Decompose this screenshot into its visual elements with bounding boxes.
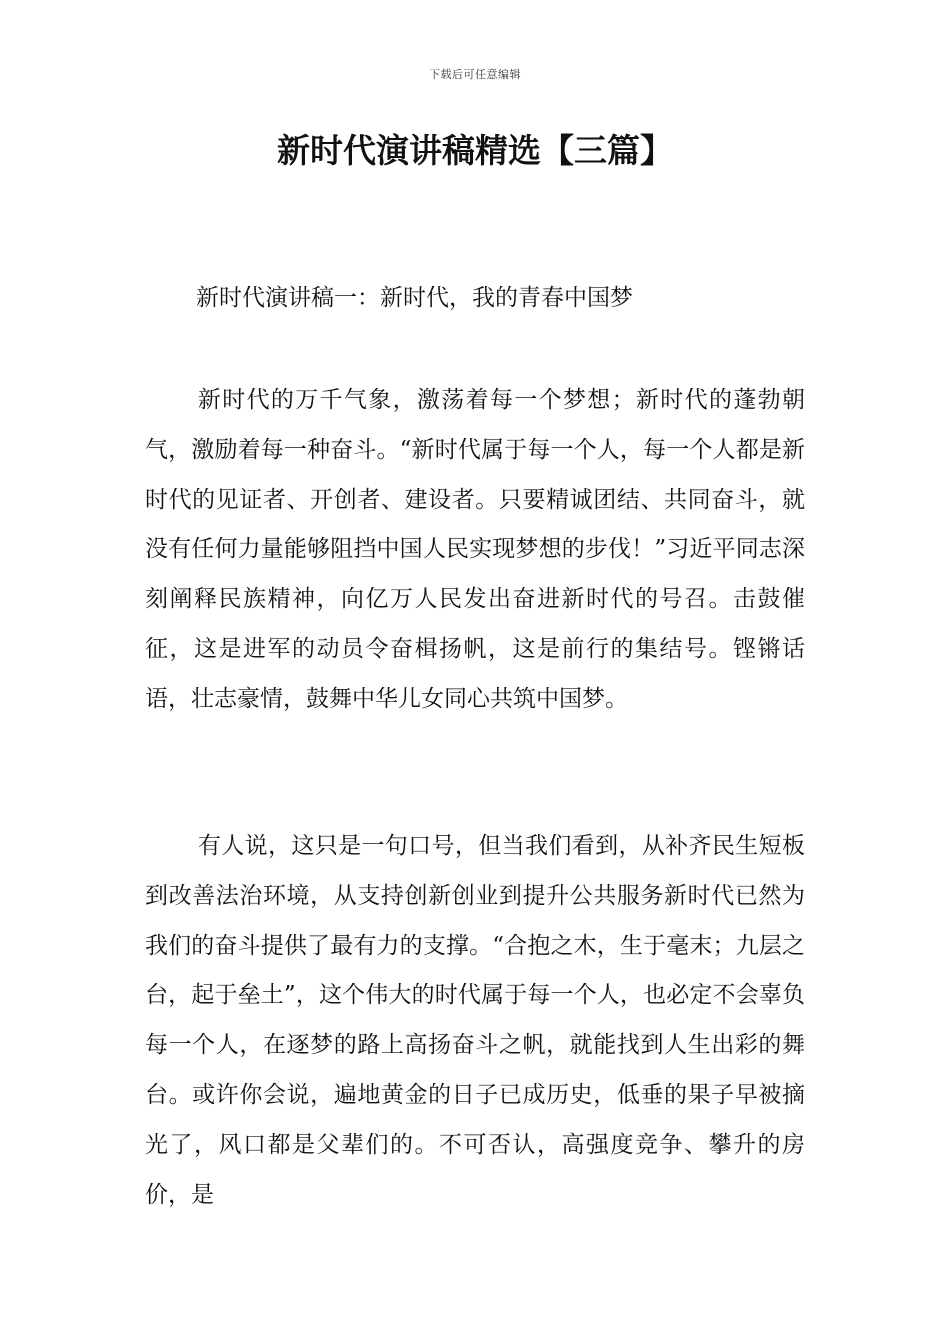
header-note: 下载后可任意编辑	[429, 68, 521, 81]
body-paragraph: 有人说，这只是一句口号，但当我们看到，从补齐民生短板到改善法治环境，从支持创新创业到提升公共服务新时代已然为我们的奋斗提供了最有力的支撑。“合抱之木，生于毫末；九层之台，起于垒土”，这个伟大的时代属于每一个人，也必定不会辜负每一个人，在逐梦的路上高扬奋斗之帆，就能找到人生出彩的舞台。或许你会说，遍地黄金的日子已成历史，低垂的果子早被摘光了，风口都是父辈们的。不可否认，高强度竞争、攀升的房价，是	[145, 833, 805, 1208]
body-paragraph: 新时代的万千气象，激荡着每一个梦想；新时代的蓬勃朝气，激励着每一种奋斗。“新时代属于每一个人，每一个人都是新时代的见证者、开创者、建设者。只要精诚团结、共同奋斗，就没有任何力量能够阻挡中国人民实现梦想的步伐！”习近平同志深刻阐释民族精神，向亿万人民发出奋进新时代的号召。击鼓催征，这是进军的动员令奋楫扬帆，这是前行的集结号。铿锵话语，壮志豪情，鼓舞中华儿女同心共筑中国梦。	[145, 387, 805, 712]
document-title: 新时代演讲稿精选【三篇】	[277, 131, 673, 170]
section-heading: 新时代演讲稿一：新时代，我的青春中国梦	[196, 285, 633, 311]
